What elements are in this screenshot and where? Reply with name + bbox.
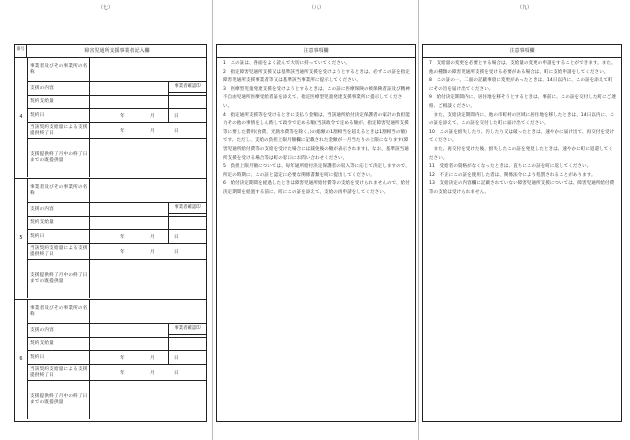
- date-unit-day: 日: [174, 234, 179, 240]
- date-unit-year: 年: [120, 234, 125, 240]
- note-item: 9 給付決定期間内に、居住地を移そうとするときは、事前に、この証を交付した町にご連絡、ご相談ください。: [429, 95, 616, 109]
- row-label: 支援の内容: [30, 85, 54, 91]
- row-divider: [89, 324, 90, 337]
- row-label: 事業者及びその事業所の名称: [30, 184, 88, 196]
- date-unit-year: 年: [120, 370, 125, 376]
- date-unit-year: 年: [120, 113, 125, 119]
- row-label: 契約日: [30, 354, 45, 360]
- entry-number: 6: [15, 300, 28, 419]
- row-label: 支援の内容: [30, 327, 54, 333]
- date-unit-day: 日: [174, 355, 179, 361]
- form-row-end-month-total: [28, 139, 206, 177]
- row-label: 契約日: [30, 112, 45, 118]
- row-divider: [89, 139, 90, 177]
- note-item: 1 この証は、各面をよく読んで大切に持っていてください。: [223, 61, 351, 66]
- form-entry-block: [15, 299, 206, 420]
- notes-box-right: [422, 44, 622, 422]
- row-label: 支援提供終了月中の終了日までの既提供量: [30, 152, 88, 163]
- date-unit-day: 日: [174, 128, 179, 134]
- date-unit-year: 年: [120, 249, 125, 255]
- page-number: （七）: [97, 5, 113, 11]
- row-divider: [89, 123, 90, 138]
- date-unit-year: 年: [120, 128, 125, 134]
- row-label: 契約支給量: [30, 220, 54, 225]
- date-unit-month: 月: [150, 249, 155, 255]
- row-label: 当該契約支給量による支援提供終了日: [30, 366, 88, 378]
- row-divider: [89, 365, 90, 380]
- page-number: （八）: [308, 5, 324, 11]
- form-title: 障害児通所支援事業者記入欄: [84, 48, 150, 54]
- date-unit-day: 日: [174, 370, 179, 376]
- row-divider: [89, 109, 90, 122]
- row-divider: [89, 230, 90, 243]
- note-item: また、再交付を受けた後、紛失したこの証を発見したときは、速やかに町に返還してください。: [429, 146, 613, 161]
- row-label: 事業者及びその事業所の名称: [30, 305, 88, 317]
- form-row-contract-amount: [28, 96, 206, 109]
- row-label: 契約支給量: [30, 341, 54, 346]
- form-row-provider-name: [28, 58, 206, 82]
- note-item: 6 給付決定期間を経過したときは障害児通所給付費等の支給を受けられませんので、給付決定期間を経過する前に、町にこの証を添えて、支給の再申請をしてください。: [223, 181, 410, 195]
- note-item: 11 受給者の資格がなくなったときは、直ちにこの証を町に返してください。: [429, 164, 592, 170]
- number-header: 番号: [15, 45, 27, 57]
- row-divider: [89, 203, 90, 216]
- row-label: 契約支給量: [30, 99, 54, 104]
- form-row-contract-date: [28, 351, 206, 365]
- row-label: 支援の内容: [30, 206, 54, 212]
- form-row-end-remaining: [28, 244, 206, 260]
- page-notes-1: [213, 0, 420, 440]
- row-divider: [89, 381, 90, 419]
- notes-header: 注意事項欄: [217, 45, 415, 58]
- date-unit-day: 日: [174, 113, 179, 119]
- form-row-contract-date: [28, 109, 206, 123]
- notes-header: 注意事項欄: [423, 45, 621, 58]
- note-item: 3 医療型児童発達支援を受けようとするときは、この証に医療保険の被保険者証及び精神不自由児通所医療受給者証を添えて、指定医療型児童発達支援事業所に提示してください。: [223, 86, 410, 109]
- row-divider: [89, 351, 90, 364]
- row-divider: [89, 338, 90, 350]
- row-label: 支援提供終了月中の終了日までの既提供量: [30, 273, 88, 284]
- note-item: 2 指定障害児通所支援又は基準該当通所支援を受けようとするときは、必ずこの証を指定障害児通所支援事業者等又は基準該当事業所に提示してください。: [223, 69, 410, 84]
- date-unit-month: 月: [150, 113, 155, 119]
- row-divider: [89, 260, 90, 298]
- row-label: 当該契約支給量による支援提供終了日: [30, 124, 88, 136]
- row-divider: [89, 82, 90, 95]
- entry-number: 4: [15, 58, 28, 177]
- row-divider: [89, 179, 90, 202]
- provider-entry-form: [14, 44, 207, 422]
- form-row-end-remaining: [28, 365, 206, 381]
- note-item: また、支給決定期間内に、他の市町村の区域に居住地を移したときは、14日以内に、この証を添えて、この証を交付した町に届け出てください。: [429, 112, 615, 127]
- date-unit-month: 月: [150, 370, 155, 376]
- row-label: 契約日: [30, 233, 45, 239]
- row-label: 当該契約支給量による支援提供終了日: [30, 245, 88, 257]
- note-item: 7 支給量の変更を必要とする場合は、支給量の変更の申請をすることができます。また、他の種類の障害児通所支援を受ける必要がある場合は、町に支給申請をしてください。: [429, 61, 616, 75]
- date-unit-day: 日: [174, 249, 179, 255]
- note-item: 5 負担上限月額については、毎年通所給付決定保護者の収入等に応じて決定しますので、所定の時期に、この証と認定に必要な関係書類を町に提出してください。: [223, 164, 410, 178]
- date-unit-month: 月: [150, 355, 155, 361]
- notes-list: [223, 60, 410, 198]
- note-item: 4 指定通所支援等を受けるときに支払う金額は、当該通所給付決定保護者の家計の負担能力その他の事情をしん酌して政令で定める額(当該政令で定める額が、指定障害児通所支援等に要した費用(食費、光熱水費等を除く。)の総額の1割相当を超えるときは1割相当の額)です。ただし、支給の負担上限月額欄に記載された金額が一月当たりの上限になります(障害児通所給付費等の支給を受けた場合には減免後の額が表示されます)。なお、基準該当通所支援を受ける場合等は町の窓口にお問い合わせください。: [223, 112, 410, 161]
- form-row-end-month-total: [28, 260, 206, 298]
- notes-list: [429, 60, 616, 198]
- form-row-provider-name: [28, 179, 206, 203]
- confirmation-stamp-label: 事業者確認印: [169, 203, 206, 214]
- note-item: 13 支給決定の内容欄に記載されていない障害児通所支援については、障害児通所給付費等の支給は受けられません。: [429, 181, 615, 195]
- row-label: 支援提供終了月中の終了日までの既提供量: [30, 394, 88, 405]
- row-label: 事業者及びその事業所の名称: [30, 63, 88, 75]
- page-number: （九）: [516, 5, 532, 11]
- form-row-end-remaining: [28, 123, 206, 139]
- form-row-contract-date: [28, 230, 206, 244]
- confirmation-stamp-label: 事業者確認印: [169, 324, 206, 335]
- note-item: 10 この証を紛失したり、汚したり又は破ったときは、速やかに届け出て、再交付を受けてください。: [429, 129, 615, 144]
- form-entry-block: [15, 57, 206, 178]
- form-row-contract-amount: [28, 338, 206, 351]
- page-notes-2: [419, 0, 630, 440]
- confirmation-stamp-label: 事業者確認印: [169, 82, 206, 93]
- date-unit-year: 年: [120, 355, 125, 361]
- row-divider: [89, 58, 90, 81]
- notes-box-left: [216, 44, 416, 422]
- row-divider: [89, 96, 90, 108]
- form-row-end-month-total: [28, 381, 206, 419]
- row-divider: [89, 244, 90, 259]
- note-item: 8 この証の一、二面の記載事項に変更があったときは、14日以内に、この証を添えて町にその旨を届け出てください。: [429, 78, 613, 92]
- row-divider: [89, 300, 90, 323]
- form-row-provider-name: [28, 300, 206, 324]
- note-item: 12 不正にこの証を使用した者は、関係法令により処罰されることがあります。: [429, 172, 596, 178]
- page-form: [0, 0, 211, 440]
- row-divider: [89, 217, 90, 229]
- form-entry-block: [15, 178, 206, 299]
- date-unit-month: 月: [150, 234, 155, 240]
- date-unit-month: 月: [150, 128, 155, 134]
- entry-number: 5: [15, 179, 28, 298]
- form-row-contract-amount: [28, 217, 206, 230]
